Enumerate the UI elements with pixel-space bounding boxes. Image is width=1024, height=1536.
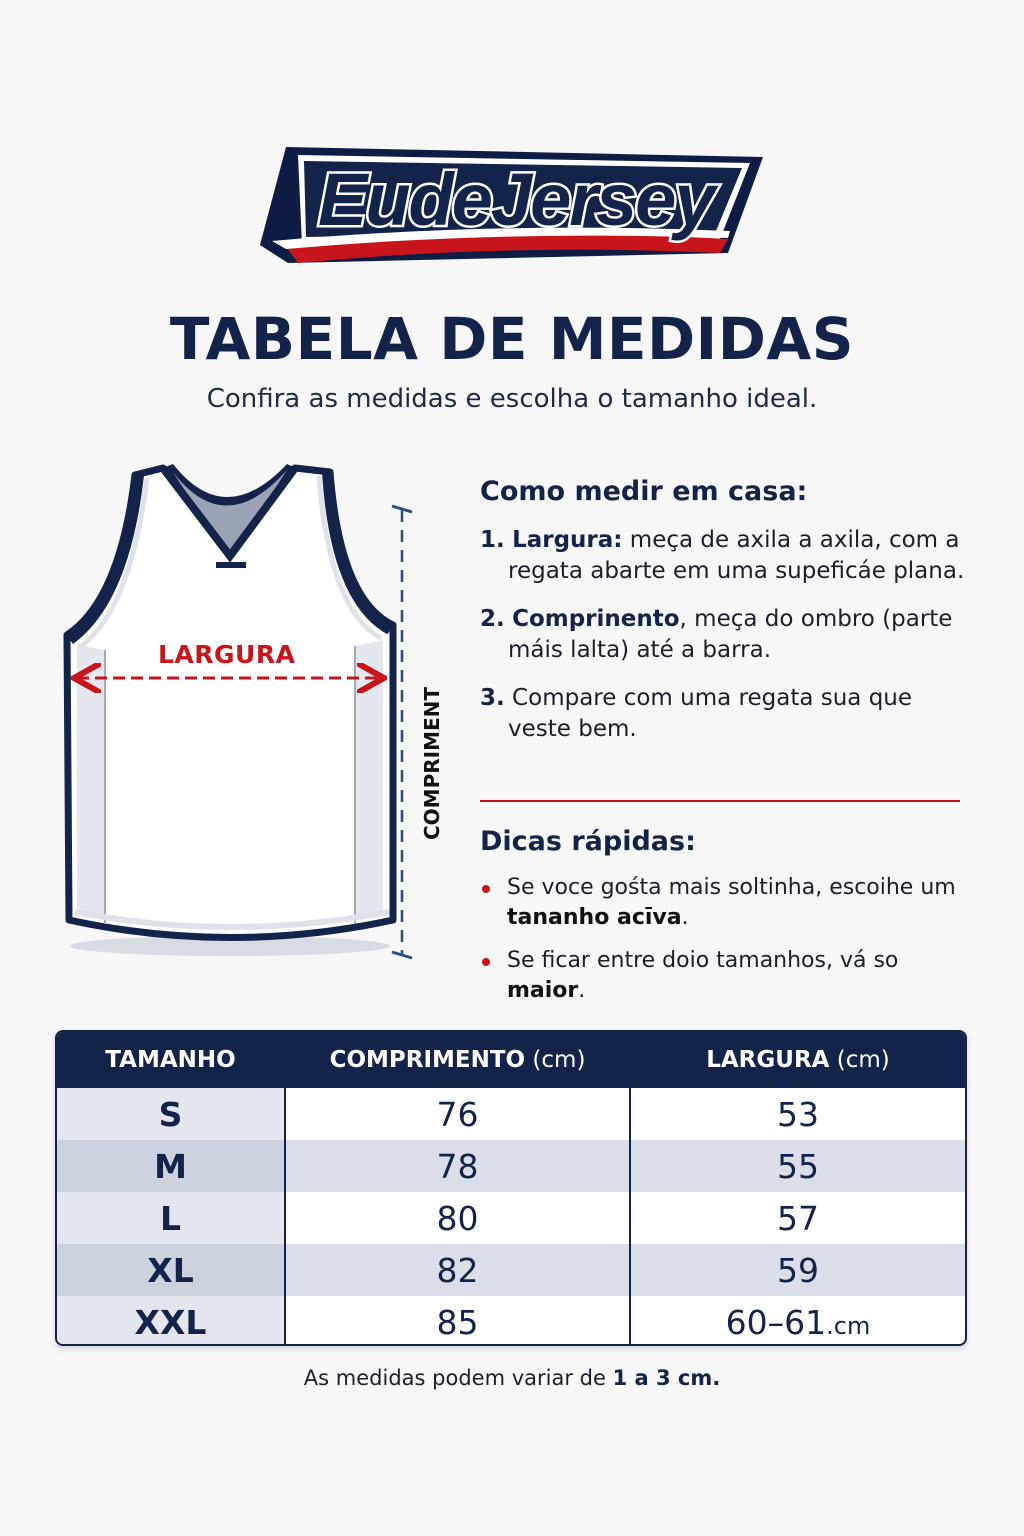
cell-size: M [57, 1140, 285, 1192]
header-length: COMPRIMENTO (cm) [285, 1032, 630, 1088]
tips-heading: Dicas rápidas: [480, 826, 696, 857]
brand-logo [258, 135, 773, 275]
cell-length: 78 [285, 1140, 630, 1192]
step-text: meça de axila a axila, com a regata abarte em uma supeficáe plana. [508, 527, 965, 584]
cell-size: S [57, 1088, 285, 1140]
section-divider [480, 800, 960, 802]
cell-size: XXL [57, 1296, 285, 1346]
header-width: LARGURA (cm) [630, 1032, 965, 1088]
tip-punct: . [578, 978, 586, 1003]
step-keyword: Comprinento [512, 606, 680, 632]
jersey-diagram [55, 450, 445, 970]
cell-width: 53 [630, 1088, 965, 1140]
header-size: TAMANHO [57, 1032, 285, 1088]
cell-length: 80 [285, 1192, 630, 1244]
step-text: Compare com uma regata sua que veste bem. [504, 685, 913, 742]
logo-text: EudeJersey [318, 158, 714, 241]
cell-width: 57 [630, 1192, 965, 1244]
length-measure-label: COMPRIMENT [420, 686, 444, 840]
table-row [57, 1088, 965, 1140]
tip-item [480, 946, 980, 1006]
table-row [57, 1140, 965, 1192]
step-keyword: Largura: [512, 527, 623, 553]
table-header-row [57, 1032, 965, 1088]
step-number: 2. [480, 606, 505, 632]
tip-text: Se voce gośta mais soltinha, escoihe um [507, 875, 956, 900]
step-number: 1. [480, 527, 505, 553]
logo-graphic [258, 135, 773, 275]
page-subtitle: Confira as medidas e escolha o tamanho ideal. [206, 384, 818, 414]
footnote [0, 1366, 1024, 1390]
footnote-text: As medidas podem variar de [303, 1366, 613, 1390]
bullet-icon [482, 958, 490, 966]
table-row [57, 1244, 965, 1296]
steps-list [480, 525, 980, 745]
cell-width: 59 [630, 1244, 965, 1296]
cell-length: 76 [285, 1088, 630, 1140]
tips-list [480, 873, 980, 1006]
footnote-emphasis: 1 a 3 cm. [612, 1366, 721, 1390]
how-to-heading: Como medir em casa: [480, 476, 808, 507]
tip-item [480, 873, 980, 933]
step-item [480, 525, 980, 587]
tip-emphasis: maior [507, 978, 579, 1003]
step-item [480, 683, 980, 745]
bullet-icon [482, 885, 490, 893]
how-to-measure-section [480, 476, 980, 762]
tip-punct: . [681, 905, 689, 930]
jersey-icon [55, 450, 445, 970]
size-chart-table [55, 1030, 967, 1346]
cell-size: L [57, 1192, 285, 1244]
cell-size: XL [57, 1244, 285, 1296]
cell-length: 82 [285, 1244, 630, 1296]
step-text: , meça do ombro (parte máis lalta) até a barra. [508, 606, 953, 663]
table-row [57, 1296, 965, 1346]
table-row [57, 1192, 965, 1244]
step-number: 3. [480, 685, 505, 711]
cell-length: 85 [285, 1296, 630, 1346]
quick-tips-section [480, 826, 980, 1019]
cell-width: 55 [630, 1140, 965, 1192]
step-item [480, 604, 980, 666]
tip-emphasis: tananho acīva [507, 905, 682, 930]
width-measure-label: LARGURA [158, 640, 296, 669]
cell-width: 60–61.cm [630, 1296, 965, 1346]
tip-text: Se ficar entre doio tamanhos, vá so [507, 948, 899, 973]
page-title: TABELA DE MEDIDAS [169, 305, 855, 373]
